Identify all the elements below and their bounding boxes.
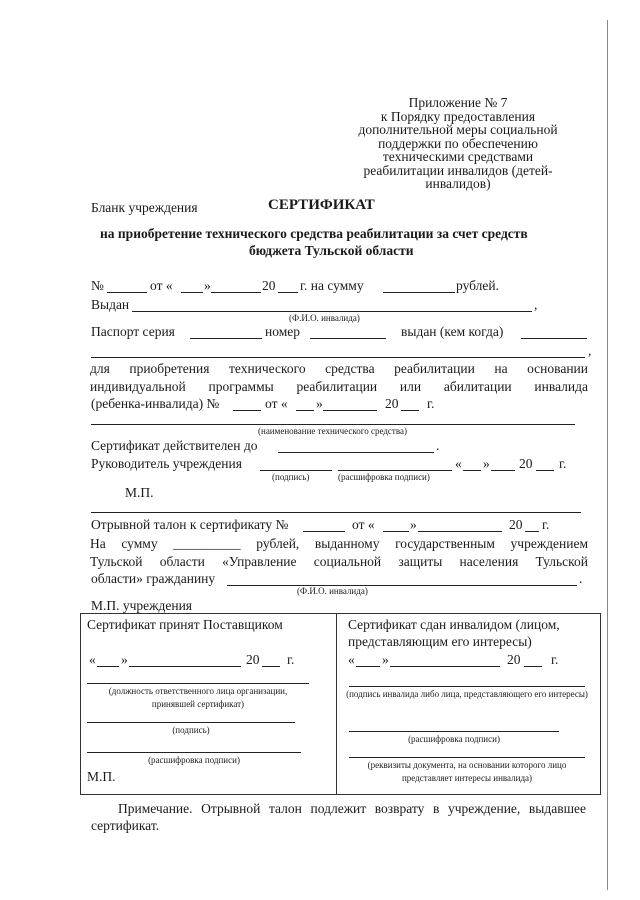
stub-date-close: » <box>410 517 417 532</box>
head-label: Руководитель учреждения <box>91 456 242 471</box>
page-scan-edge <box>607 20 608 890</box>
purpose-line: индивидуальной программы реабилитации или абилитации инвалида <box>90 379 588 394</box>
recipient-sign-caption: (подпись инвалида либо лица, представляющего его интересы) <box>346 689 588 699</box>
cert-date-close: » <box>204 278 211 293</box>
stub-month-field[interactable] <box>418 531 502 532</box>
recipient-day-field[interactable] <box>356 666 380 667</box>
ipr-year-field[interactable] <box>401 410 419 411</box>
annex-line: инвалидов) <box>425 176 491 191</box>
stub-year-prefix: 20 <box>509 517 523 532</box>
passport-continuation-field[interactable] <box>91 357 585 358</box>
cert-year-field[interactable] <box>278 292 298 293</box>
blank-label: Бланк учреждения <box>91 200 198 215</box>
issued-to-comma: , <box>534 297 538 312</box>
purpose-line: для приобретения технического средства реабилитации на основании <box>90 361 588 376</box>
supplier-quote-open: « <box>89 652 96 667</box>
stub-line: Тульской области «Управление социальной защиты населения Тульской <box>90 554 588 569</box>
cert-day-field[interactable] <box>181 292 203 293</box>
supplier-signature-field[interactable] <box>87 722 295 723</box>
acceptance-table <box>80 613 601 795</box>
head-decode-field[interactable] <box>338 470 452 471</box>
stub-day-field[interactable] <box>383 531 409 532</box>
stub-year-g: г. <box>542 517 550 532</box>
annex-line: реабилитации инвалидов (детей- <box>363 162 553 178</box>
recipient-quote-close: » <box>382 652 389 667</box>
cert-date-from: от « <box>150 278 173 293</box>
note-line: Примечание. Отрывной талон подлежит возврату в учреждение, выдавшее <box>118 801 586 816</box>
issued-to-label: Выдан <box>91 297 130 312</box>
table-divider <box>336 614 337 794</box>
valid-until-dot: . <box>436 438 440 453</box>
stub-number-field[interactable] <box>303 531 345 532</box>
ipr-date-from: от « <box>265 396 288 411</box>
cert-month-field[interactable] <box>211 292 261 293</box>
annex-line: поддержки по обеспечению <box>378 135 538 151</box>
cert-number-label: № <box>91 278 104 293</box>
supplier-year-prefix: 20 <box>246 652 260 667</box>
passport-comma: , <box>588 343 592 358</box>
stub-fio-field[interactable] <box>227 585 577 586</box>
stub-paragraph <box>90 535 588 571</box>
ipr-year-g: г. <box>427 396 435 411</box>
annex-line: к Порядку предоставления <box>380 108 536 124</box>
cert-amount-label: г. на сумму <box>300 278 364 293</box>
stub-line: На сумму __________ рублей, выданному государственным учреждением <box>90 536 588 551</box>
head-year-field[interactable] <box>536 470 554 471</box>
cut-line <box>91 512 581 513</box>
supplier-year-g: г. <box>287 652 295 667</box>
purpose-ipr-label: (ребенка-инвалида) № <box>91 396 220 411</box>
recipient-signature-field[interactable] <box>349 686 585 687</box>
supplier-position-caption: (должность ответственного лица организации, принявшей сертификат) <box>108 686 288 709</box>
fio-caption: (Ф.И.О. инвалида) <box>289 313 360 323</box>
head-day-field[interactable] <box>463 470 481 471</box>
passport-series-field[interactable] <box>190 338 262 339</box>
head-sign-caption: (подпись) <box>272 472 310 482</box>
ipr-date-close: » <box>316 396 323 411</box>
supplier-year-field[interactable] <box>262 666 280 667</box>
stub-last-label: области» гражданину <box>91 571 216 586</box>
issued-to-field[interactable] <box>132 311 532 312</box>
passport-issued-label: выдан (кем когда) <box>401 324 504 339</box>
ipr-year-prefix: 20 <box>385 396 399 411</box>
annex-line: дополнительной меры социальной <box>358 122 558 137</box>
recipient-decode-caption: (расшифровка подписи) <box>408 734 500 744</box>
supplier-month-field[interactable] <box>129 666 241 667</box>
device-name-field[interactable] <box>91 424 575 425</box>
valid-until-label: Сертификат действителен до <box>91 438 258 453</box>
annex-line: техническими средствами <box>382 149 534 164</box>
head-quote-open: « <box>455 456 462 471</box>
annex-line: Приложение № 7 <box>408 95 508 110</box>
supplier-quote-close: » <box>121 652 128 667</box>
document-title: СЕРТИФИКАТ <box>268 197 375 213</box>
supplier-decode-caption: (расшифровка подписи) <box>148 755 240 765</box>
supplier-decode-field[interactable] <box>87 752 301 753</box>
recipient-title-line2: представляющим его интересы) <box>348 634 532 649</box>
passport-number-field[interactable] <box>310 338 386 339</box>
head-signature-field[interactable] <box>260 470 332 471</box>
cert-year-prefix: 20 <box>262 278 276 293</box>
head-month-field[interactable] <box>491 470 515 471</box>
ipr-month-field[interactable] <box>323 410 377 411</box>
supplier-stamp: М.П. <box>87 769 116 784</box>
stub-title: Отрывной талон к сертификату № <box>91 517 289 532</box>
stub-stamp: М.П. учреждения <box>91 598 193 613</box>
cert-number-field[interactable] <box>107 292 147 293</box>
document-subtitle-line2: бюджета Тульской области <box>249 243 414 258</box>
head-year-g: г. <box>559 456 567 471</box>
passport-series-label: Паспорт серия <box>91 324 175 339</box>
recipient-year-field[interactable] <box>524 666 542 667</box>
cert-rubles-label: рублей. <box>456 278 500 293</box>
recipient-decode-field[interactable] <box>349 731 559 732</box>
head-year-prefix: 20 <box>519 456 533 471</box>
purpose-paragraph <box>90 360 588 396</box>
recipient-title-line1: Сертификат сдан инвалидом (лицом, <box>348 617 560 632</box>
supplier-title: Сертификат принят Поставщиком <box>87 617 283 632</box>
stub-fio-caption: (Ф.И.О. инвалида) <box>297 586 368 596</box>
cert-amount-field[interactable] <box>383 292 455 293</box>
head-decode-caption: (расшифровка подписи) <box>338 472 430 482</box>
supplier-day-field[interactable] <box>97 666 119 667</box>
document-subtitle-line1: на приобретение технического средства реабилитации за счет средств <box>100 226 528 241</box>
stamp-mp: М.П. <box>125 485 154 500</box>
recipient-docs-caption: (реквизиты документа, на основании которого лицо представляет интересы инвалида) <box>367 760 567 783</box>
recipient-month-field[interactable] <box>390 666 500 667</box>
note-line2: сертификат. <box>91 818 160 833</box>
device-caption: (наименование технического средства) <box>258 426 407 436</box>
ipr-day-field[interactable] <box>296 410 314 411</box>
supplier-sign-caption: (подпись) <box>172 725 210 735</box>
supplier-position-field[interactable] <box>87 683 309 684</box>
note-paragraph <box>118 800 586 818</box>
passport-issued-field[interactable] <box>521 338 587 339</box>
ipr-number-field[interactable] <box>233 410 261 411</box>
head-quote-close: » <box>483 456 490 471</box>
annex-block <box>340 96 576 191</box>
stub-date-from: от « <box>352 517 375 532</box>
recipient-year-g: г. <box>551 652 559 667</box>
recipient-docs-field[interactable] <box>349 757 585 758</box>
passport-number-label: номер <box>265 324 301 339</box>
recipient-quote-open: « <box>348 652 355 667</box>
stub-last-dot: . <box>579 571 583 586</box>
stub-year-field[interactable] <box>525 531 539 532</box>
recipient-year-prefix: 20 <box>507 652 521 667</box>
valid-until-field[interactable] <box>278 452 434 453</box>
